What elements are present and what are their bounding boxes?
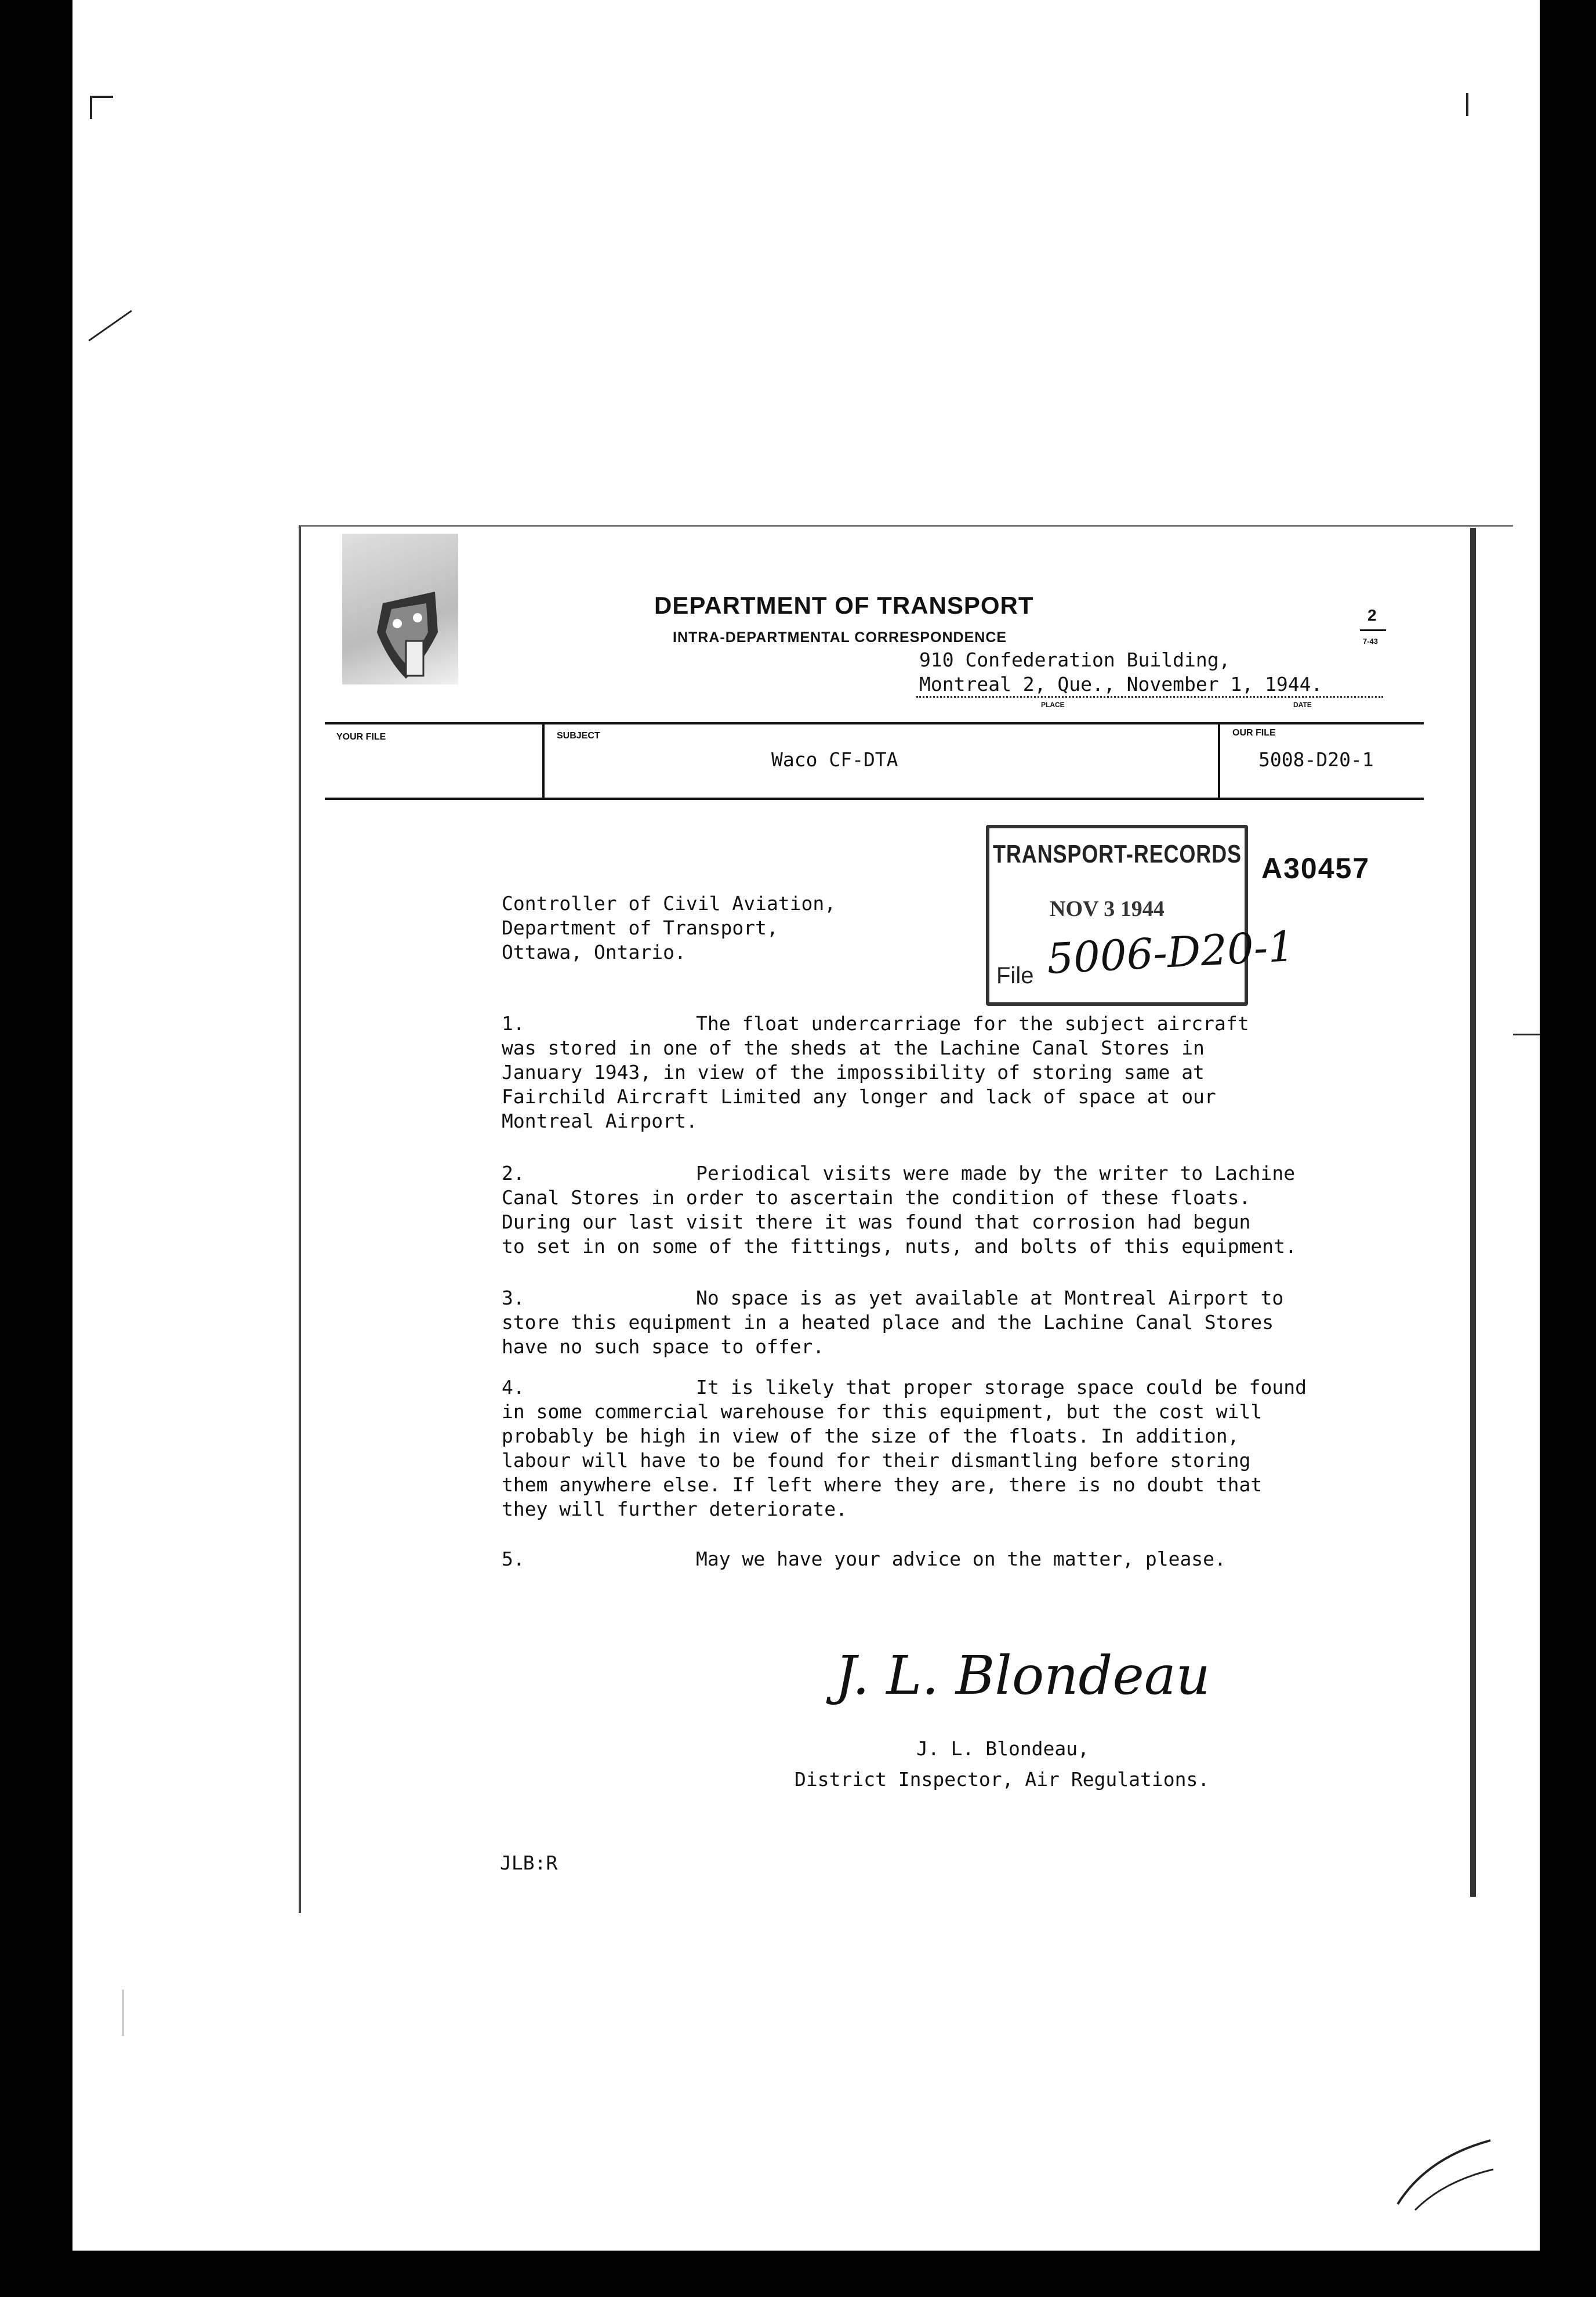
paragraph-4-line-5: them anywhere else. If left where they are, there is no doubt that bbox=[502, 1473, 1263, 1496]
form-date: 7-43 bbox=[1363, 637, 1379, 646]
paragraph-4-line-4: labour will have to be found for their dismantling before storing bbox=[502, 1449, 1251, 1472]
address-line: 910 Confederation Building, bbox=[919, 648, 1231, 671]
signatory-name: J. L. Blondeau, bbox=[916, 1737, 1090, 1760]
paragraph-3-line-1: No space is as yet available at Montreal Airport to bbox=[696, 1287, 1284, 1309]
scratch-mark-bottom bbox=[1392, 2135, 1496, 2216]
corner-mark-top-left-v bbox=[90, 96, 92, 119]
paragraph-4-line-6: they will further deteriorate. bbox=[502, 1498, 848, 1520]
stamp-file-handwritten: 5006-D20-1 bbox=[1046, 921, 1296, 984]
place-date-line: Montreal 2, Que., November 1, 1944. bbox=[919, 673, 1323, 695]
paragraph-4-line-2: in some commercial warehouse for this equipment, but the cost will bbox=[502, 1400, 1263, 1423]
paragraph-1-line-2: was stored in one of the sheds at the Lachine Canal Stores in bbox=[502, 1037, 1205, 1059]
paragraph-5-number: 5. bbox=[502, 1548, 525, 1570]
paragraph-1-line-3: January 1943, in view of the impossibility of storing same at bbox=[502, 1061, 1205, 1084]
addressee-line-1: Controller of Civil Aviation, bbox=[502, 892, 836, 915]
paragraph-3-line-3: have no such space to offer. bbox=[502, 1335, 825, 1358]
correspondence-subtitle: INTRA-DEPARTMENTAL CORRESPONDENCE bbox=[673, 629, 1007, 646]
stamp-file-label: File bbox=[996, 963, 1034, 988]
file-bar-divider-1 bbox=[542, 722, 545, 800]
paragraph-4-line-3: probably be high in view of the size of the floats. In addition, bbox=[502, 1425, 1239, 1447]
crest-emblem bbox=[371, 592, 447, 684]
accession-number: A30457 bbox=[1261, 852, 1370, 885]
stamp-date: NOV 3 1944 bbox=[1050, 897, 1165, 921]
paragraph-1-line-1: The float undercarriage for the subject aircraft bbox=[696, 1012, 1249, 1035]
stamp-title: TRANSPORT-RECORDS bbox=[993, 840, 1242, 868]
our-file-label: OUR FILE bbox=[1232, 728, 1276, 738]
side-tick-left bbox=[122, 1990, 124, 2036]
signatory-title: District Inspector, Air Regulations. bbox=[795, 1768, 1210, 1791]
paragraph-1-line-4: Fairchild Aircraft Limited any longer and lack of space at our bbox=[502, 1085, 1216, 1108]
our-file-value: 5008-D20-1 bbox=[1258, 748, 1374, 771]
paragraph-2-line-3: During our last visit there it was found that corrosion had begun bbox=[502, 1211, 1251, 1233]
file-bar-divider-2 bbox=[1218, 722, 1220, 800]
department-title: DEPARTMENT OF TRANSPORT bbox=[654, 592, 1034, 619]
corner-mark-top-right bbox=[1466, 93, 1468, 116]
paragraph-1-line-5: Montreal Airport. bbox=[502, 1110, 698, 1132]
subject-label: SUBJECT bbox=[557, 731, 600, 741]
file-bar-top-rule bbox=[325, 722, 1424, 724]
paragraph-3-line-2: store this equipment in a heated place and the Lachine Canal Stores bbox=[502, 1311, 1274, 1334]
paragraph-2-line-1: Periodical visits were made by the writer to Lachine bbox=[696, 1162, 1296, 1184]
date-caption: DATE bbox=[1293, 701, 1312, 709]
paragraph-2-number: 2. bbox=[502, 1162, 525, 1184]
paragraph-3-number: 3. bbox=[502, 1287, 525, 1309]
form-number-rule bbox=[1360, 629, 1386, 631]
corner-mark-top-left bbox=[90, 96, 113, 98]
paragraph-2-line-4: to set in on some of the fittings, nuts, and bolts of this equipment. bbox=[502, 1235, 1297, 1258]
paragraph-2-line-2: Canal Stores in order to ascertain the condition of these floats. bbox=[502, 1186, 1251, 1209]
form-number: 2 bbox=[1368, 606, 1377, 624]
place-caption: PLACE bbox=[1041, 701, 1065, 709]
paragraph-5-line-1: May we have your advice on the matter, please. bbox=[696, 1548, 1226, 1570]
file-bar-bottom-rule bbox=[325, 798, 1424, 800]
typist-initials: JLB:R bbox=[500, 1852, 558, 1874]
subject-value: Waco CF-DTA bbox=[771, 748, 898, 771]
your-file-label: YOUR FILE bbox=[336, 732, 386, 742]
place-date-underline bbox=[916, 696, 1383, 698]
handwritten-signature: J. L. Blondeau bbox=[835, 1644, 1210, 1707]
paragraph-4-number: 4. bbox=[502, 1376, 525, 1399]
addressee-line-2: Department of Transport, bbox=[502, 916, 778, 939]
paragraph-4-line-1: It is likely that proper storage space could be found bbox=[696, 1376, 1307, 1399]
addressee-line-3: Ottawa, Ontario. bbox=[502, 941, 686, 963]
sheet-edge bbox=[1470, 528, 1476, 1897]
paragraph-1-number: 1. bbox=[502, 1012, 525, 1035]
